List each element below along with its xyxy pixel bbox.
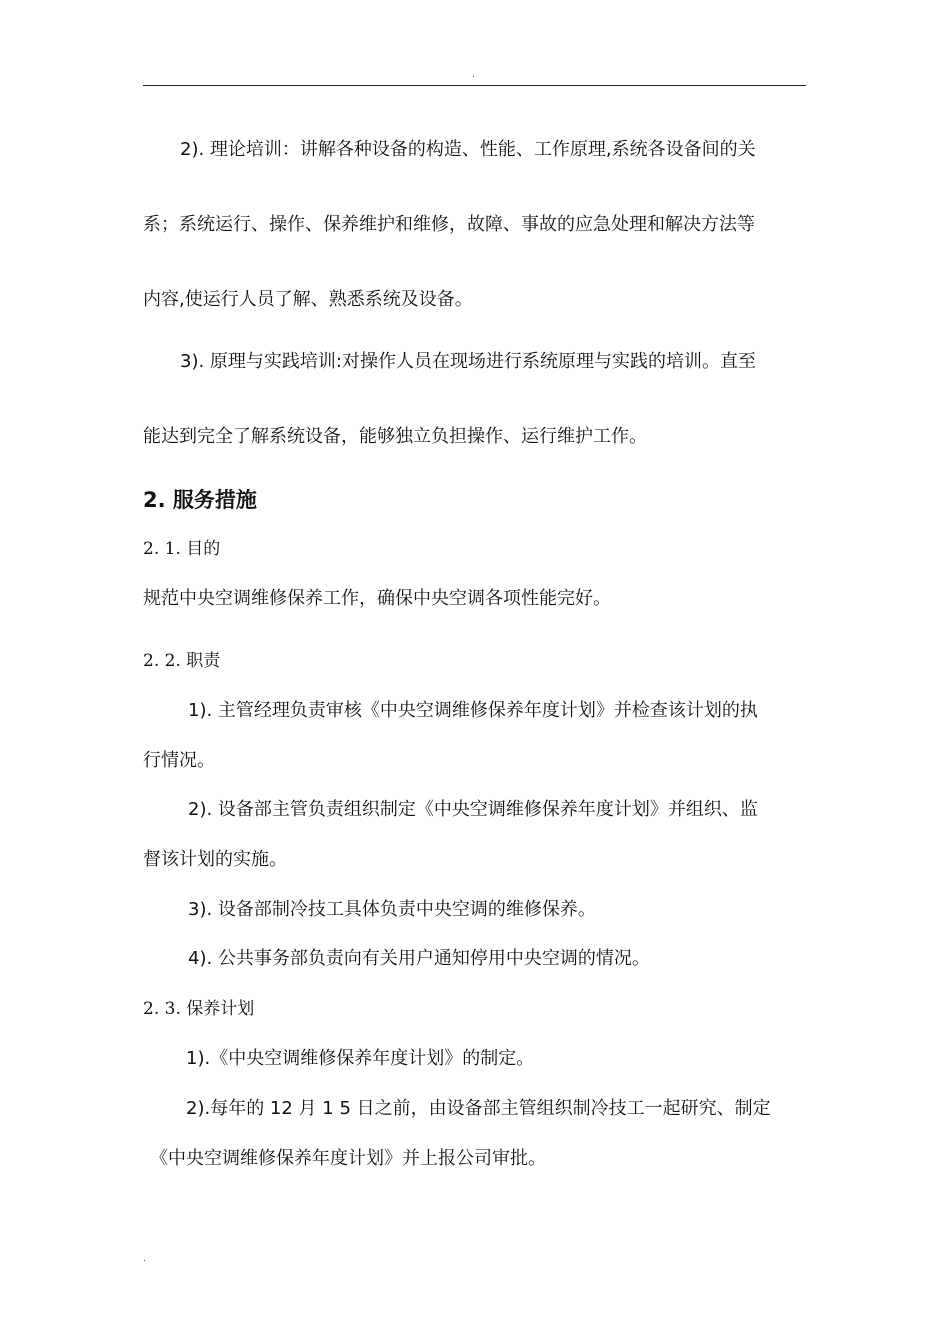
duty-item-4: 4). 公共事务部负责向有关用户通知停用中央空调的情况。: [188, 948, 650, 969]
theory-training-line-1: 2). 理论培训：讲解各种设备的构造、性能、工作原理,系统各设备间的关: [180, 139, 756, 160]
duty-item-3: 3). 设备部制冷技工具体负责中央空调的维修保养。: [188, 899, 596, 920]
duty-item-2-line-2: 督该计划的实施。: [143, 849, 287, 870]
duty-item-1-line-1: 1). 主管经理负责审核《中央空调维修保养年度计划》并检查该计划的执: [188, 700, 758, 721]
theory-training-line-2: 系；系统运行、操作、保养维护和维修，故障、事故的应急处理和解决方法等: [143, 214, 755, 235]
purpose-text: 规范中央空调维修保养工作，确保中央空调各项性能完好。: [143, 588, 611, 609]
subsection-title-maintenance-plan: 2. 3. 保养计划: [143, 999, 255, 1019]
plan-item-2-line-1: 2).每年的 12 月 1 5 日之前，由设备部主管组织制冷技工一起研究、制定: [186, 1098, 771, 1119]
header-mark: .: [472, 70, 475, 80]
section-heading-service-measures: 2. 服务措施: [143, 488, 257, 512]
plan-item-1: 1).《中央空调维修保养年度计划》的制定。: [186, 1048, 535, 1069]
plan-item-2-line-2: 《中央空调维修保养年度计划》并上报公司审批。: [150, 1148, 546, 1169]
practice-training-line-2: 能达到完全了解系统设备，能够独立负担操作、运行维护工作。: [143, 426, 647, 447]
duty-item-2-line-1: 2). 设备部主管负责组织制定《中央空调维修保养年度计划》并组织、监: [188, 799, 758, 820]
header-rule: [143, 85, 806, 86]
footer-mark: .: [143, 1254, 146, 1264]
duty-item-1-line-2: 行情况。: [143, 750, 215, 771]
subsection-title-purpose: 2. 1. 目的: [143, 539, 221, 559]
practice-training-line-1: 3). 原理与实践培训:对操作人员在现场进行系统原理与实践的培训。直至: [180, 351, 756, 372]
subsection-title-duties: 2. 2. 职责: [143, 651, 221, 671]
theory-training-line-3: 内容,使运行人员了解、熟悉系统及设备。: [143, 289, 473, 310]
